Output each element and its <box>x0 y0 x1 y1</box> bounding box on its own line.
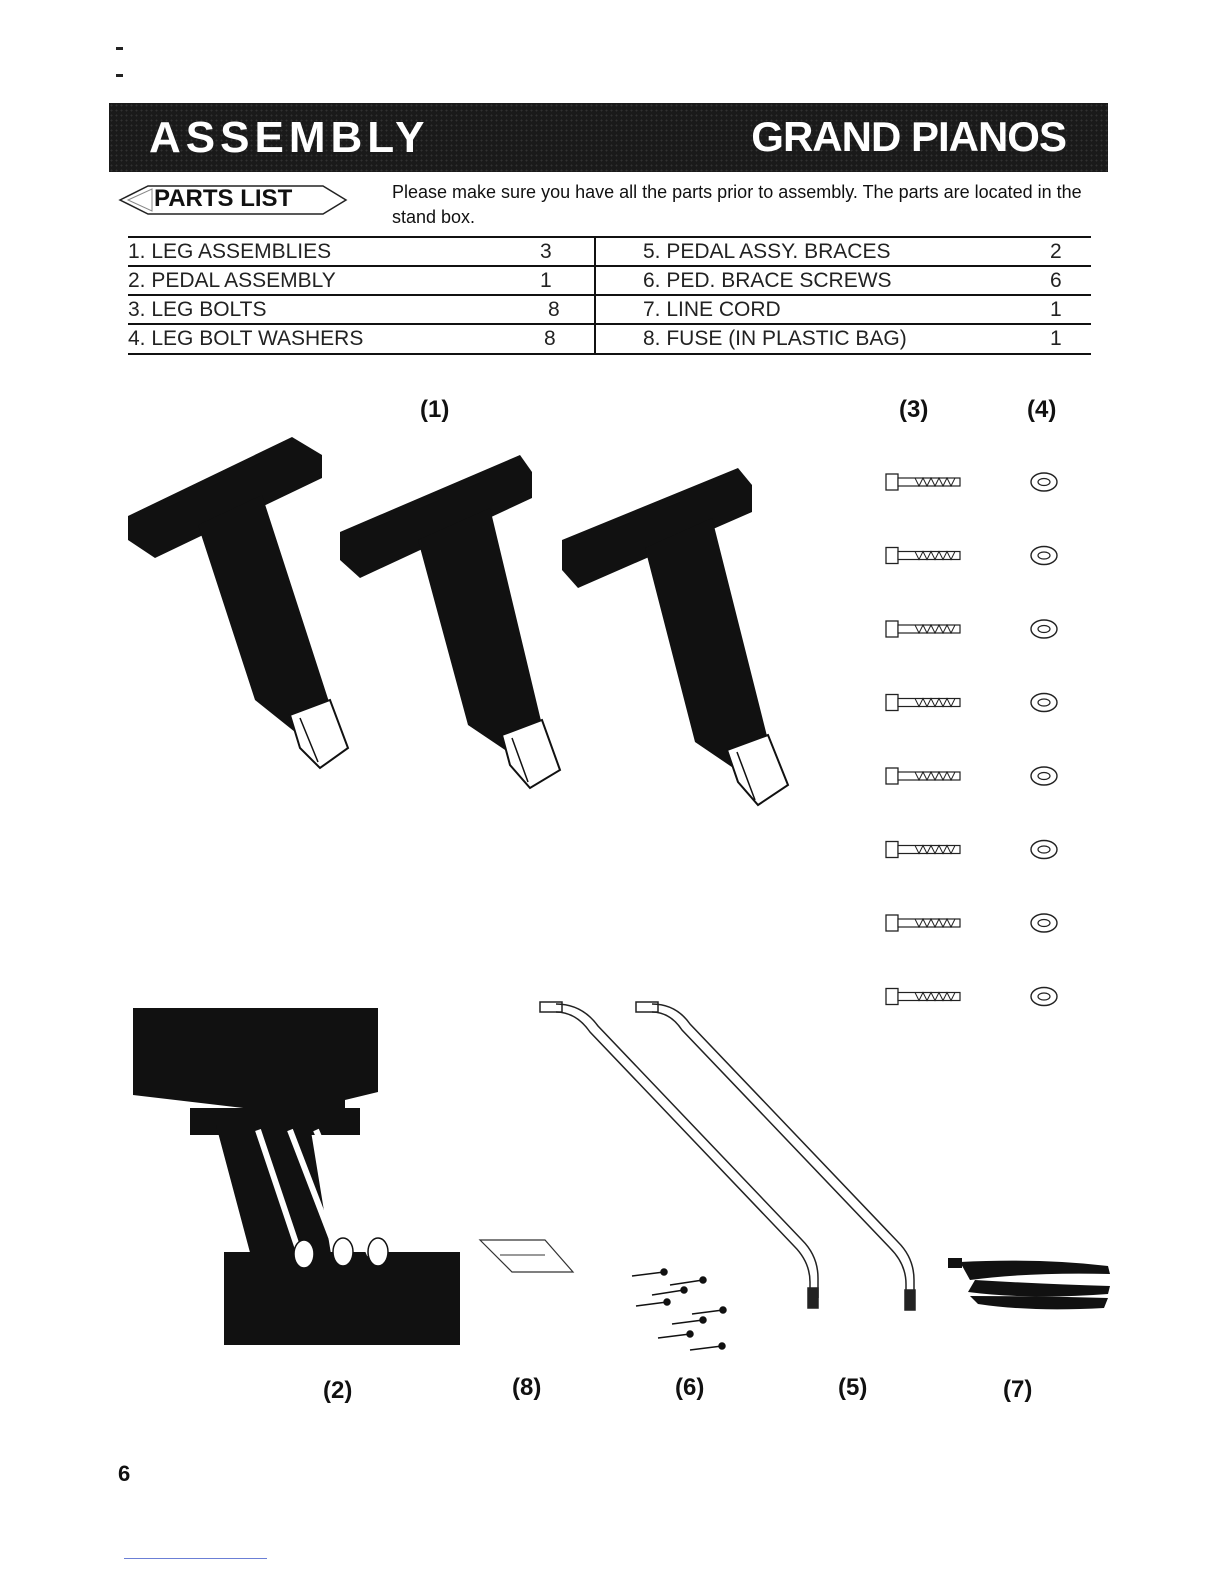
part-name: 6. PED. BRACE SCREWS <box>643 269 892 292</box>
callout-leg-assemblies: (1) <box>420 396 450 423</box>
footer-rule <box>124 1558 267 1559</box>
part-qty: 2 <box>1050 240 1062 263</box>
part-name: 8. FUSE (IN PLASTIC BAG) <box>643 327 907 350</box>
part-qty: 1 <box>1050 298 1062 321</box>
part-name: 5. PEDAL ASSY. BRACES <box>643 240 891 263</box>
part-qty: 8 <box>548 298 560 321</box>
part-name: 7. LINE CORD <box>643 298 781 321</box>
part-qty: 3 <box>540 240 552 263</box>
part-qty: 6 <box>1050 269 1062 292</box>
callout-pedal-braces: (5) <box>838 1374 868 1401</box>
callout-washers: (4) <box>1027 396 1057 423</box>
part-qty: 8 <box>544 327 556 350</box>
banner-title-left: ASSEMBLY <box>149 113 430 162</box>
banner-title-right: GRAND PIANOS <box>751 113 1066 160</box>
part-name: 3. LEG BOLTS <box>128 298 267 321</box>
callout-leg-bolts: (3) <box>899 396 929 423</box>
part-name: 1. LEG ASSEMBLIES <box>128 240 332 263</box>
callout-fuse: (8) <box>512 1374 542 1401</box>
parts-list-label: PARTS LIST <box>154 185 293 212</box>
part-name: 4. LEG BOLT WASHERS <box>128 327 364 350</box>
page-number: 6 <box>118 1461 131 1486</box>
callout-brace-screws: (6) <box>675 1374 705 1401</box>
part-qty: 1 <box>540 269 552 292</box>
part-name: 2. PEDAL ASSEMBLY <box>128 269 336 292</box>
callout-line-cord: (7) <box>1003 1376 1033 1403</box>
callout-pedal-assembly: (2) <box>323 1377 353 1404</box>
parts-list-intro: Please make sure you have all the parts prior to assembly. The parts are located in the stand box. <box>392 182 1082 227</box>
part-qty: 1 <box>1050 327 1062 350</box>
